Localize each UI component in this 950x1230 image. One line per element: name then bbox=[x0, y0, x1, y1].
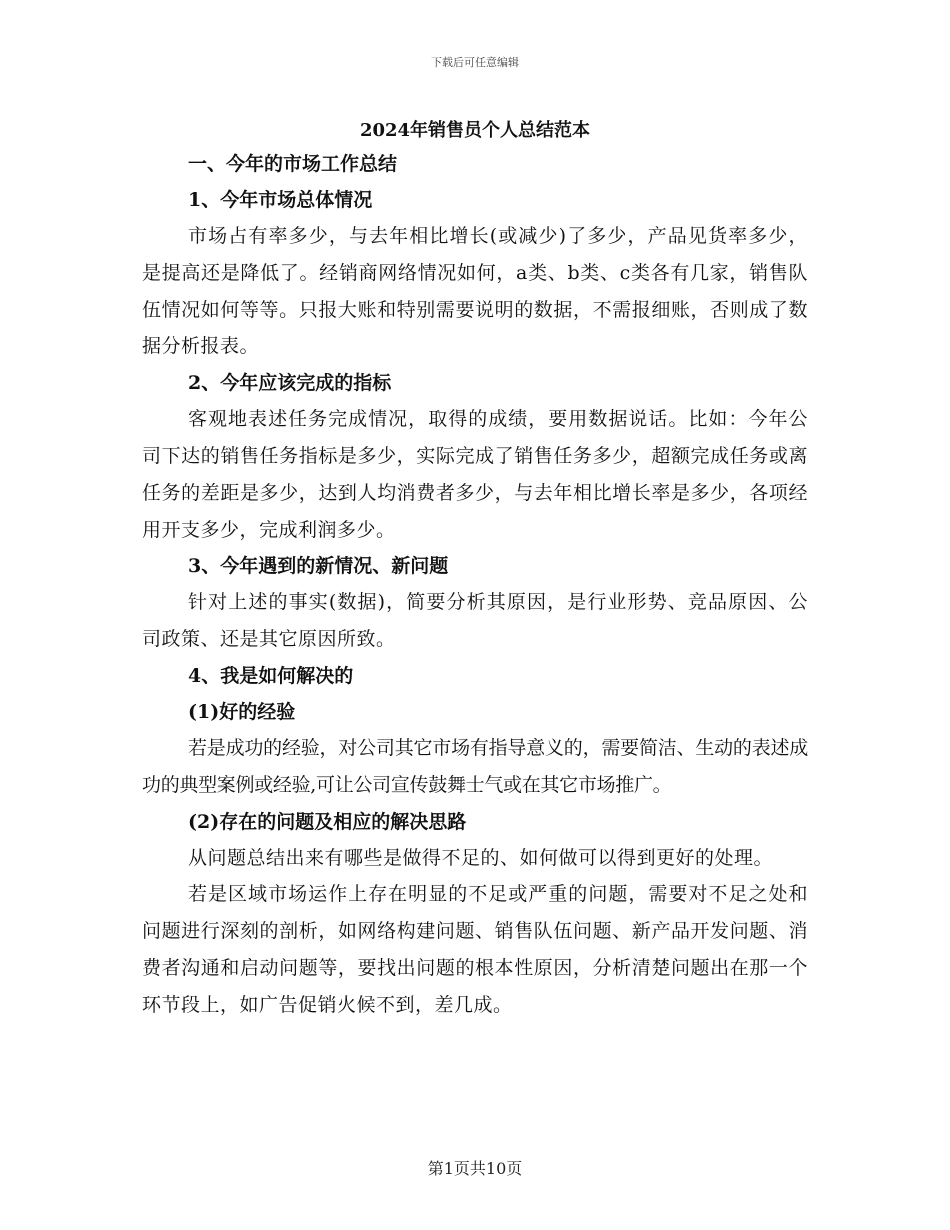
subsection-heading-1-4-2: (2)存在的问题及相应的解决思路 bbox=[188, 810, 467, 833]
subsection-heading-1-4-1: (1)好的经验 bbox=[188, 700, 296, 723]
paragraph-good-experience: 若是成功的经验，对公司其它市场有指导意义的，需要简洁、生动的表述成功的典型案例或经验,可让公司宣传鼓舞士气或在其它市场推广。 bbox=[142, 736, 808, 796]
paragraph-problems-summary: 从问题总结出来有哪些是做得不足的、如何做可以得到更好的处理。 bbox=[188, 846, 774, 869]
subsection-heading-1-2: 2、今年应该完成的指标 bbox=[188, 372, 392, 395]
paragraph-market-overview: 市场占有率多少，与去年相比增长(或减少)了多少，产品见货率多少，是提高还是降低了。经销商网络情况如何，a类、b类、c类各有几家，销售队伍情况如何等等。只报大账和特别需要说明的数据，不需报细账，否则成了数据分析报表。 bbox=[142, 225, 808, 358]
paragraph-targets: 客观地表述任务完成情况，取得的成绩，要用数据说话。比如：今年公司下达的销售任务指标是多少，实际完成了销售任务多少，超额完成任务或离任务的差距是多少，达到人均消费者多少，与去年相比增长率是多少，各项经用开支多少，完成利润多少。 bbox=[142, 408, 808, 541]
section-heading-1: 一、今年的市场工作总结 bbox=[188, 153, 398, 175]
header-note: 下载后可任意编辑 bbox=[431, 56, 519, 69]
paragraph-problem-analysis: 若是区域市场运作上存在明显的不足或严重的问题，需要对不足之处和问题进行深刻的剖析，如网络构建问题、销售队伍问题、新产品开发问题、消费者沟通和启动问题等，要找出问题的根本性原因，分析清楚问题出在那一个环节段上，如广告促销火候不到，差几成。 bbox=[142, 883, 808, 1016]
subsection-heading-1-4: 4、我是如何解决的 bbox=[188, 664, 354, 687]
document-title: 2024年销售员个人总结范本 bbox=[359, 120, 591, 141]
page-number-footer: 第1页共10页 bbox=[427, 1159, 523, 1178]
subsection-heading-1-3: 3、今年遇到的新情况、新问题 bbox=[188, 555, 449, 578]
subsection-heading-1-1: 1、今年市场总体情况 bbox=[188, 189, 373, 211]
document-body bbox=[142, 146, 808, 1024]
paragraph-new-issues: 针对上述的事实(数据)，简要分析其原因，是行业形势、竞品原因、公司政策、还是其它原因所致。 bbox=[142, 591, 808, 651]
